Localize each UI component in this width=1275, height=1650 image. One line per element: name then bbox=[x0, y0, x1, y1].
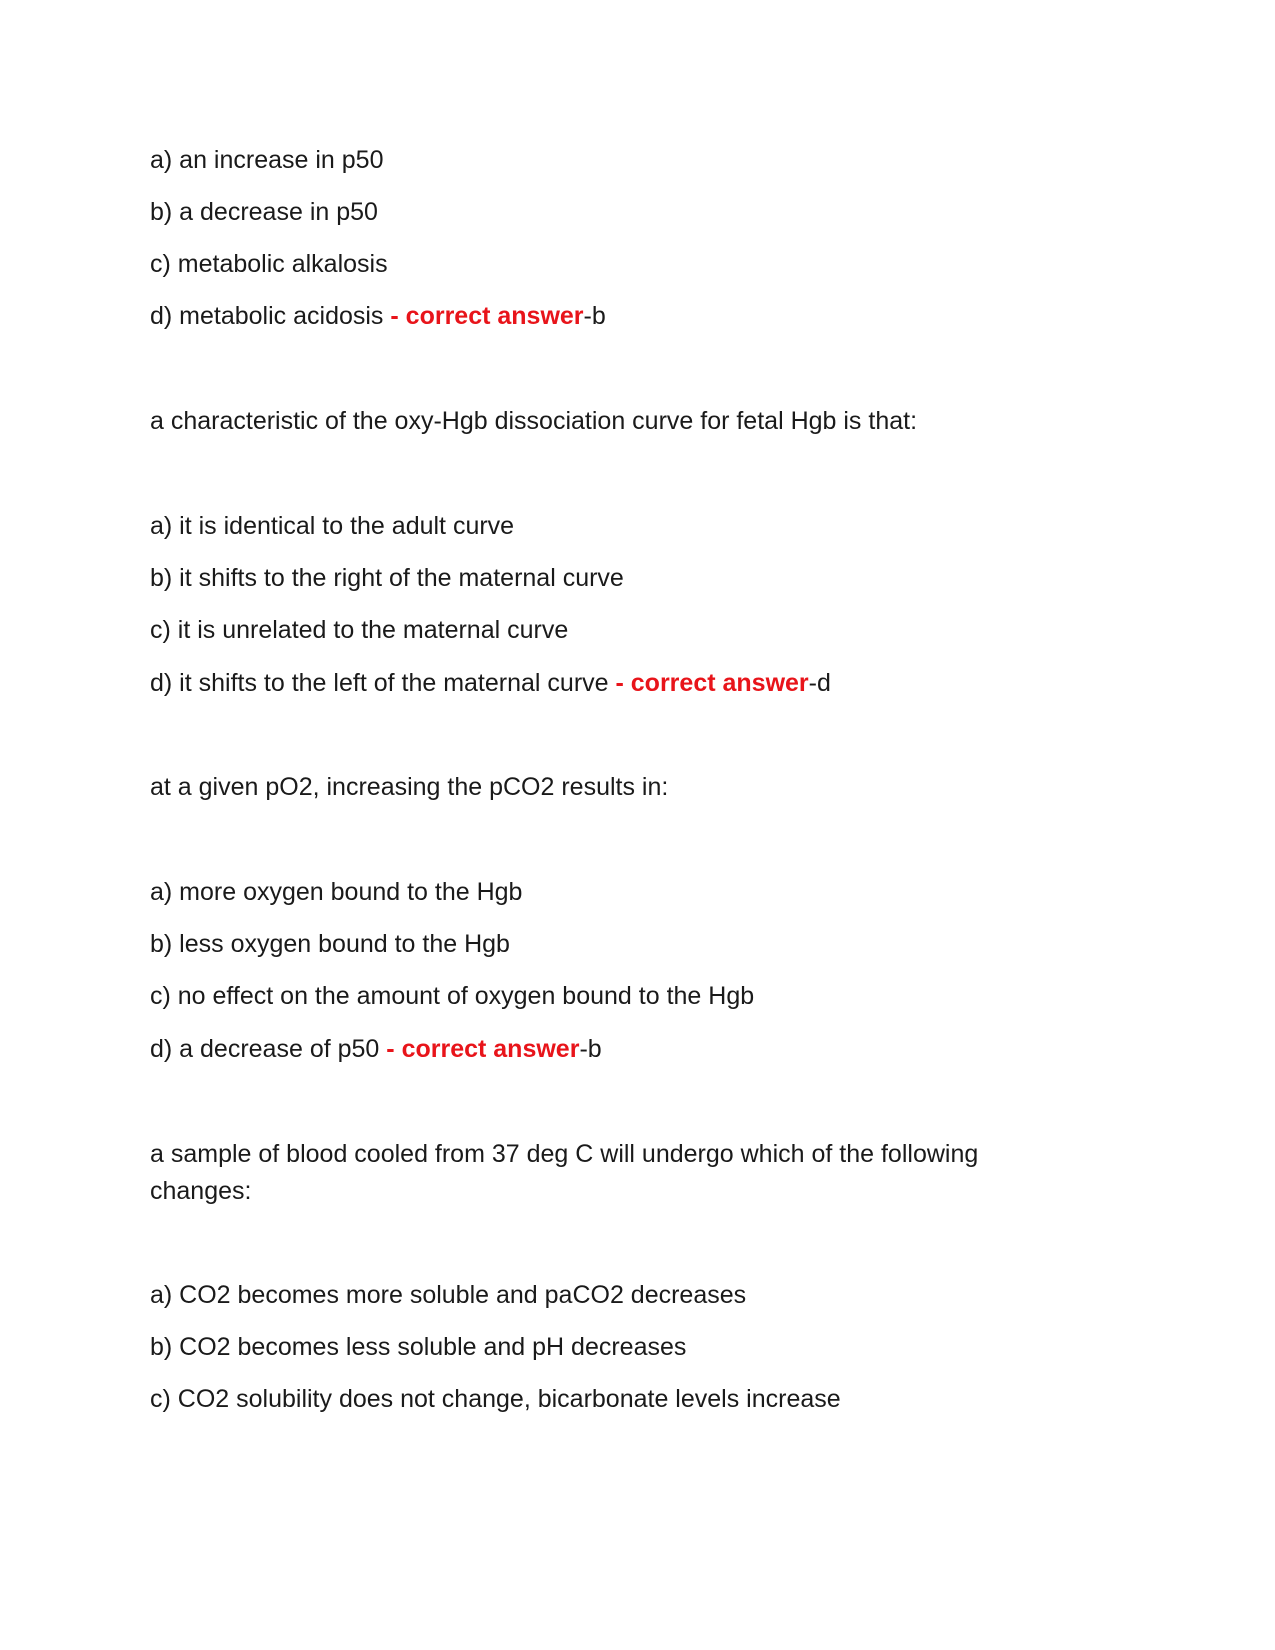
q2-answer-value: -d bbox=[808, 669, 831, 697]
q2-option-a: a) it is identical to the adult curve bbox=[150, 512, 515, 540]
q1-option-d-with-answer bbox=[150, 298, 1080, 335]
q3-answer-value: -b bbox=[579, 1035, 602, 1063]
q1-option-b: b) a decrease in p50 bbox=[150, 198, 378, 226]
q1-answer-label: correct answer bbox=[405, 302, 584, 330]
q2-option-d-with-answer bbox=[150, 665, 1080, 702]
q2-option-b: b) it shifts to the right of the maternal curve bbox=[150, 564, 624, 592]
q3-question: at a given pO2, increasing the pCO2 results in: bbox=[150, 773, 669, 801]
q4-question: a sample of blood cooled from 37 deg C will undergo which of the following changes: bbox=[150, 1140, 979, 1205]
q3-answer-separator: - bbox=[386, 1035, 402, 1063]
q3-option-d: d) a decrease of p50 bbox=[150, 1035, 380, 1063]
q3-option-a: a) more oxygen bound to the Hgb bbox=[150, 878, 523, 906]
q2-answer-separator: - bbox=[615, 669, 631, 697]
q3-option-d-with-answer bbox=[150, 1031, 1080, 1068]
q2-answer-label: correct answer bbox=[630, 669, 809, 697]
q2-option-c: c) it is unrelated to the maternal curve bbox=[150, 616, 569, 644]
q4-option-b: b) CO2 becomes less soluble and pH decreases bbox=[150, 1333, 687, 1361]
q3-option-b: b) less oxygen bound to the Hgb bbox=[150, 930, 510, 958]
q2-question: a characteristic of the oxy-Hgb dissociation curve for fetal Hgb is that: bbox=[150, 407, 918, 435]
q1-option-a: a) an increase in p50 bbox=[150, 146, 384, 174]
q1-option-c: c) metabolic alkalosis bbox=[150, 250, 388, 278]
q3-option-c: c) no effect on the amount of oxygen bound to the Hgb bbox=[150, 982, 755, 1010]
q1-answer-separator: - bbox=[390, 302, 406, 330]
q2-option-d: d) it shifts to the left of the maternal curve bbox=[150, 669, 609, 697]
q1-answer-value: -b bbox=[583, 302, 606, 330]
q4-option-a: a) CO2 becomes more soluble and paCO2 decreases bbox=[150, 1281, 747, 1309]
q4-option-c: c) CO2 solubility does not change, bicarbonate levels increase bbox=[150, 1385, 841, 1413]
q1-option-d: d) metabolic acidosis bbox=[150, 302, 384, 330]
q3-answer-label: correct answer bbox=[401, 1035, 580, 1063]
